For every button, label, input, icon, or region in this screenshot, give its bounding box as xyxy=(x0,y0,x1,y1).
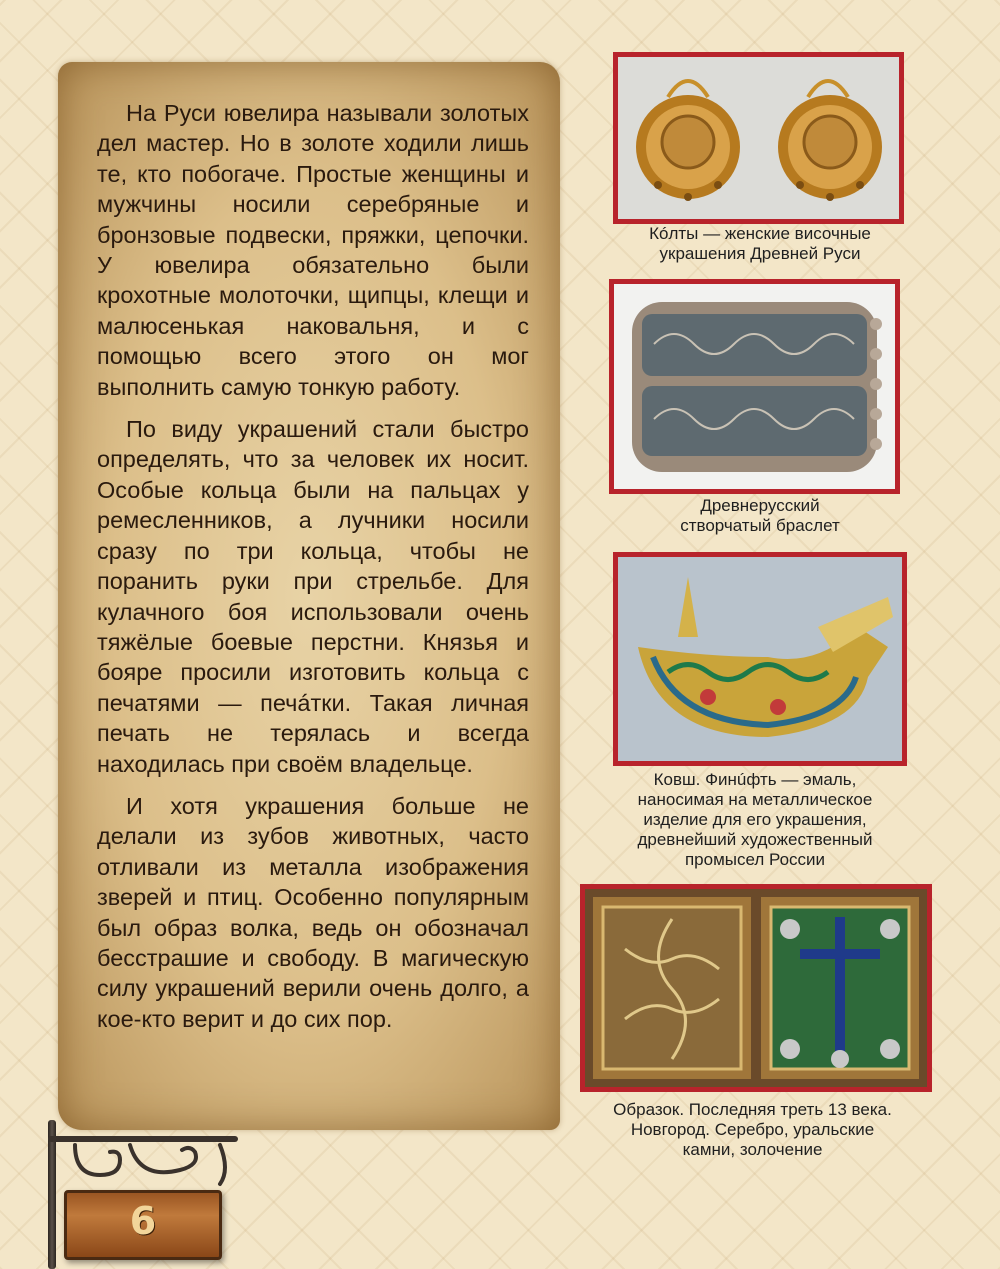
page-number: 6 xyxy=(129,1199,157,1243)
paragraph-2: По виду украшений стали быстро определять, что за человек их носит. Особые кольца были на пальцах у ремесленников, а лучники носили сразу по три кольца, чтобы не поранить руки при стрельбе. Для кулачного боя использовали очень тяжёлые боевые перстни. Князья и бояре просили изготовить кольца с печатями — печáтки. Такая личная печать не терялась и всегда находилась при своём владельце. xyxy=(97,416,529,777)
kolty-caption: Кóлты — женские височные украшения Древней Руси xyxy=(649,224,871,263)
paragraph-1: На Руси ювелира называли золотых дел мастер. Но в золоте ходили лишь те, кто побогаче. Простые женщины и мужчины носили серебряные и бронзовые подвески, пряжки, цепочки. У ювелира обязательно были крохотные молоточки, щипцы, клещи и малюсенькая наковальня, и с помощью всего этого он мог выполнить самую тонкую работу. xyxy=(97,100,529,400)
article-text xyxy=(97,98,529,1046)
kolty-earrings-photo xyxy=(613,52,904,224)
paragraph-3: И хотя украшения больше не делали из зубов животных, часто отливали из металла изображения зверей и птиц. Особенно популярным был образ волка, ведь он обозначал бесстрашие и свободу. В магическую силу украшений верили очень долго, а кое-кто верит и до сих пор. xyxy=(97,792,529,1032)
icon-obrazok-caption: Образок. Последняя треть 13 века. Новгород. Серебро, уральские камни, золочение xyxy=(613,1100,892,1159)
signpost-scrollwork xyxy=(70,1140,240,1188)
bracelet-caption: Древнерусский створчатый браслет xyxy=(680,496,840,535)
signpost xyxy=(48,1120,56,1269)
kovsh-caption: Ковш. Финúфть — эмаль, наносимая на металлическое изделие для его украшения, древнейший художественный промысел России xyxy=(637,770,873,869)
kovsh-photo xyxy=(613,552,907,766)
icon-obrazok-photo xyxy=(580,884,932,1092)
bracelet-photo xyxy=(609,279,900,494)
page-number-sign xyxy=(64,1190,222,1260)
